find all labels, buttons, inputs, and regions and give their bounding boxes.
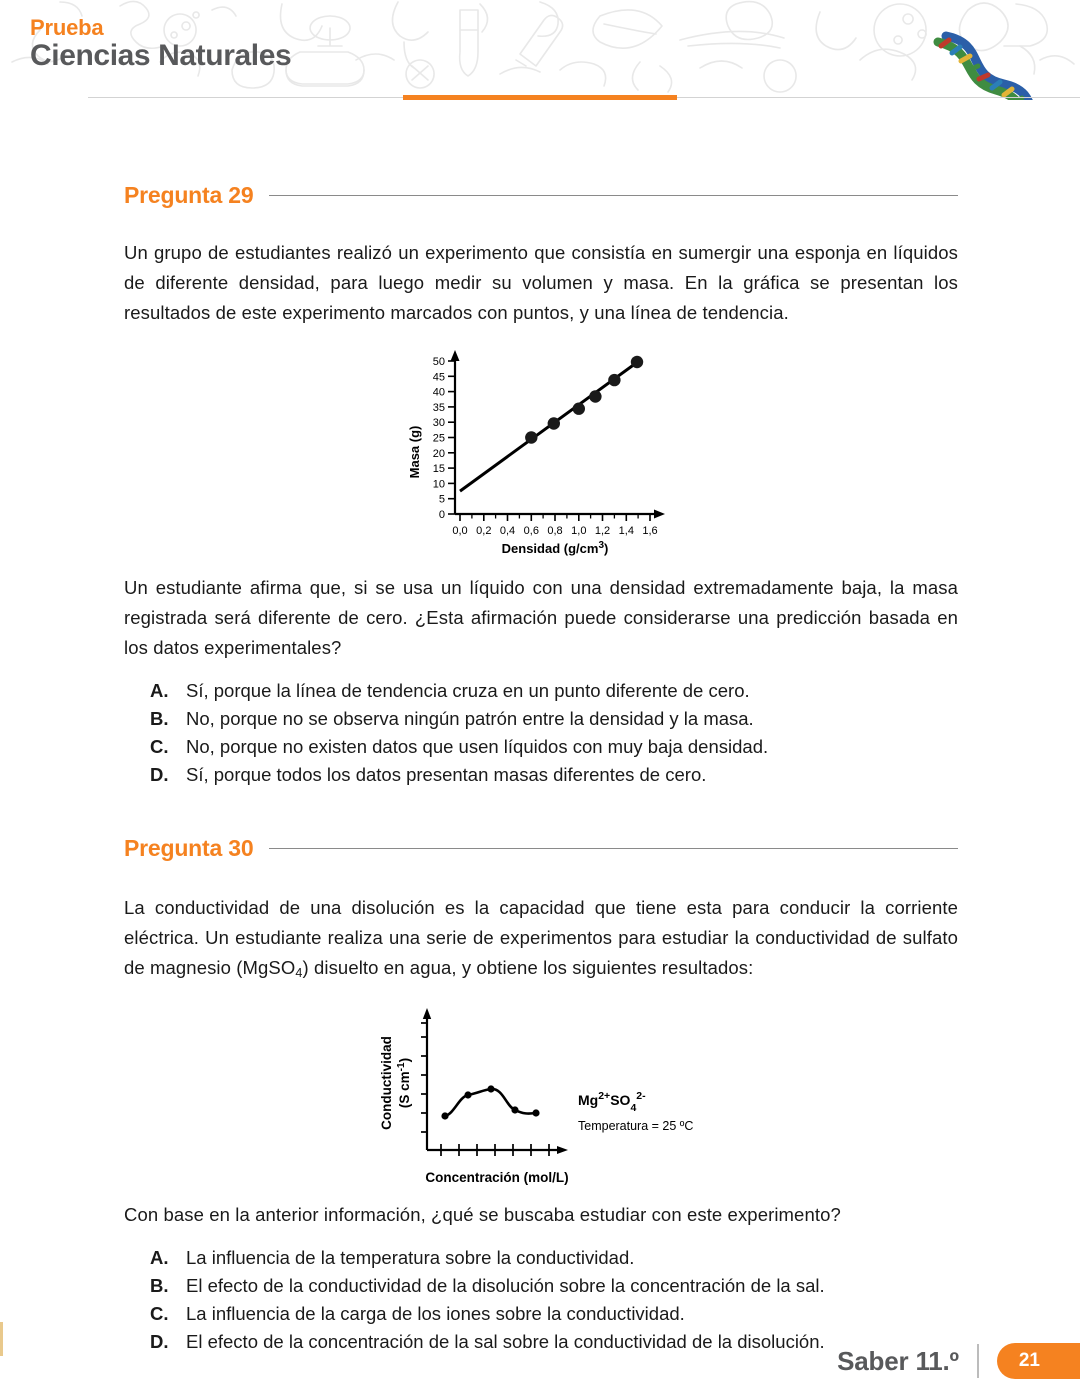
option-text: El efecto de la concentración de la sal sobre la conductividad de la disolución. xyxy=(186,1330,825,1352)
svg-text:20: 20 xyxy=(432,447,445,460)
option-text: No, porque no se observa ningún patrón entre la densidad y la masa. xyxy=(186,708,754,729)
question-29-options xyxy=(150,677,1080,789)
question-block-30 xyxy=(0,831,1080,1356)
chart2-ylabel-line2: (S $cm^{-1}$) xyxy=(395,1057,412,1108)
chart2-xlabel: Concentración (mol/L) xyxy=(425,1169,569,1185)
page-footer xyxy=(0,1317,1080,1397)
option-text: El efecto de la conductividad de la disolución sobre la concentración de la sal. xyxy=(186,1274,825,1296)
svg-text:45: 45 xyxy=(432,371,445,384)
header-eyebrow: Prueba xyxy=(30,15,104,40)
footer-inner xyxy=(837,1343,1080,1379)
option-row[interactable] xyxy=(150,761,1080,789)
question-30-stem-part1: La conductividad de una disolución es la capacidad que tiene esta para conducir la corriente eléctrica. Un estudiante realiza una serie de experimentos para estudiar la conductividad de sulfato de magnesio (MgSO xyxy=(124,897,958,978)
question-30-stem xyxy=(124,893,958,988)
chart2-temperature-label: Temperatura = 25 ºC xyxy=(578,1118,694,1133)
svg-text:0,2: 0,2 xyxy=(476,525,492,537)
option-row[interactable] xyxy=(150,677,1080,705)
chart1-ylabel: Masa (g) xyxy=(407,425,422,479)
header-title-block xyxy=(30,16,291,74)
option-letter: C. xyxy=(150,736,169,757)
option-text: Sí, porque la línea de tendencia cruza en un punto diferente de cero. xyxy=(186,680,750,701)
page-title: Ciencias Naturales xyxy=(30,39,292,73)
question-29-label: Pregunta 29 xyxy=(124,181,254,208)
question-29-header xyxy=(124,178,1080,212)
option-letter: A. xyxy=(150,1246,169,1268)
question-29-followup: Un estudiante afirma que, si se usa un líquido con una densidad extremadamente baja, la masa registrada será diferente de cero. ¿Esta afirmación puede considerarse una predicción basada en los datos experimentales? xyxy=(124,577,958,658)
svg-text:1,4: 1,4 xyxy=(618,525,634,537)
svg-text:0,6: 0,6 xyxy=(523,525,539,537)
svg-text:0: 0 xyxy=(438,509,445,521)
option-text: No, porque no existen datos que usen líquidos con muy baja densidad. xyxy=(186,736,769,757)
chart1-xlabel: Densidad $(g/cm^3)$ xyxy=(501,539,609,556)
svg-text:40: 40 xyxy=(432,386,445,399)
svg-text:50: 50 xyxy=(432,356,445,368)
svg-text:1,6: 1,6 xyxy=(642,525,658,537)
svg-text:0,4: 0,4 xyxy=(499,525,516,537)
option-letter: A. xyxy=(150,680,169,701)
footer-divider xyxy=(977,1344,979,1378)
option-letter: B. xyxy=(150,708,169,729)
question-block-29 xyxy=(0,178,1080,789)
figure-masa-densidad xyxy=(0,342,1080,557)
option-text: La influencia de la temperatura sobre la conductividad. xyxy=(186,1246,635,1268)
question-30-followup: Con base en la anterior información, ¿qué se buscaba estudiar con este experimento? xyxy=(124,1203,841,1225)
option-text: Sí, porque todos los datos presentan masas diferentes de cero. xyxy=(186,764,707,785)
svg-text:0,0: 0,0 xyxy=(452,525,468,537)
chart2-ylabel-line1: Conductividad xyxy=(379,1035,394,1130)
page-number-badge: 21 xyxy=(997,1343,1080,1379)
svg-text:30: 30 xyxy=(432,417,445,430)
svg-text:1,0: 1,0 xyxy=(571,525,587,537)
dna-helix-logo xyxy=(908,18,1058,100)
question-30-stem-subscript: 4 xyxy=(295,965,303,980)
option-text: La influencia de la carga de los iones sobre la conductividad. xyxy=(186,1302,685,1324)
option-row[interactable] xyxy=(150,705,1080,733)
question-30-label: Pregunta 30 xyxy=(124,834,254,861)
option-letter: C. xyxy=(150,1302,169,1324)
question-29-rule xyxy=(269,195,958,196)
svg-text:1,2: 1,2 xyxy=(594,525,611,537)
page-content xyxy=(0,100,1080,1356)
figure-conductividad-concentracion xyxy=(0,998,1080,1188)
option-row[interactable] xyxy=(150,1272,1080,1300)
option-letter: D. xyxy=(150,764,169,785)
option-letter: B. xyxy=(150,1274,169,1296)
question-30-rule xyxy=(269,848,958,849)
chart-masa-vs-densidad xyxy=(400,342,680,557)
option-letter: D. xyxy=(150,1330,169,1352)
chart2-species-label: $Mg^{2+}SO_4^{2-}$ xyxy=(578,1089,646,1114)
page-header xyxy=(0,0,1080,100)
svg-text:35: 35 xyxy=(432,401,445,414)
footer-brand-label: Saber 11.º xyxy=(837,1345,959,1376)
svg-text:25: 25 xyxy=(432,432,445,445)
question-30-header xyxy=(124,831,1080,865)
svg-text:0,8: 0,8 xyxy=(547,525,563,537)
chart-conductividad-vs-concentracion xyxy=(375,998,705,1188)
option-row[interactable] xyxy=(150,733,1080,761)
svg-text:5: 5 xyxy=(438,493,445,506)
svg-text:15: 15 xyxy=(432,463,445,476)
svg-text:10: 10 xyxy=(432,478,445,491)
question-29-stem: Un grupo de estudiantes realizó un experimento que consistía en sumergir una esponja en líquidos de diferente densidad, para luego medir su volumen y masa. En la gráfica se presentan los resultados de este experimento marcados con puntos, y una línea de tendencia. xyxy=(124,242,958,323)
question-30-stem-part2: ) disuelto en agua, y obtiene los siguientes resultados: xyxy=(302,957,754,978)
option-row[interactable] xyxy=(150,1244,1080,1272)
